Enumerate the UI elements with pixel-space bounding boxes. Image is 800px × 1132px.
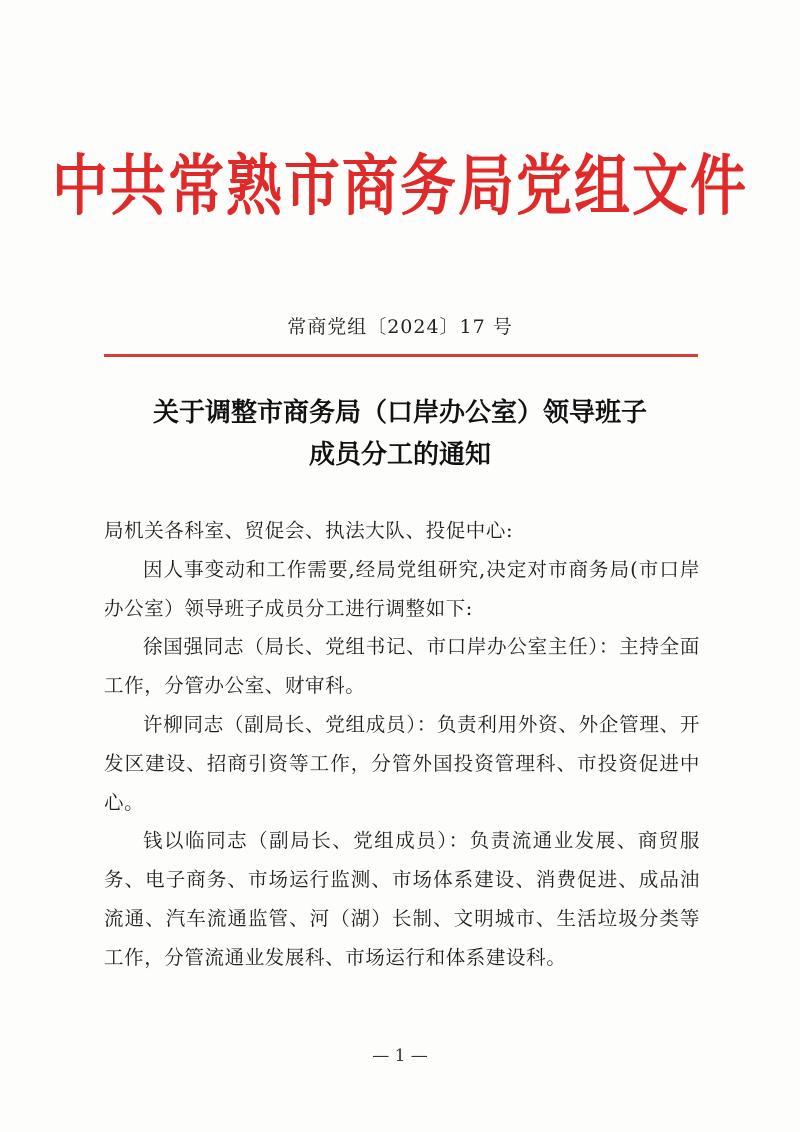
notice-title-line-2: 成员分工的通知 xyxy=(308,440,491,470)
notice-title-line-1: 关于调整市商务局（口岸办公室）领导班子 xyxy=(152,398,647,428)
notice-title xyxy=(0,392,800,476)
document-header-title: 中共常熟市商务局党组文件 xyxy=(52,147,748,225)
body-paragraph: 许柳同志（副局长、党组成员）：负责利用外资、外企管理、开发区建设、招商引资等工作，分管外国投资管理科、市投资促进中心。 xyxy=(104,712,700,814)
body-paragraph: 徐国强同志（局长、党组书记、市口岸办公室主任）：主持全面工作，分管办公室、财审科。 xyxy=(104,635,700,698)
document-number: 常商党组〔2024〕17 号 xyxy=(287,316,513,338)
salutation: 局机关各科室、贸促会、执法大队、投促中心: xyxy=(104,519,514,542)
body-paragraph: 钱以临同志（副局长、党组成员）：负责流通业发展、商贸服务、电子商务、市场运行监测、市场体系建设、消费促进、成品油流通、汽车流通监管、河（湖）长制、文明城市、生活垃圾分类等工作，分管流通业发展科、市场运行和体系建设科。 xyxy=(104,829,700,969)
red-divider-line xyxy=(104,354,698,357)
body-paragraph: 因人事变动和工作需要,经局党组研究,决定对市商务局(市口岸办公室）领导班子成员分工进行调整如下: xyxy=(104,557,700,620)
page-number: — 1 — xyxy=(372,1046,428,1066)
notice-body xyxy=(104,512,700,978)
